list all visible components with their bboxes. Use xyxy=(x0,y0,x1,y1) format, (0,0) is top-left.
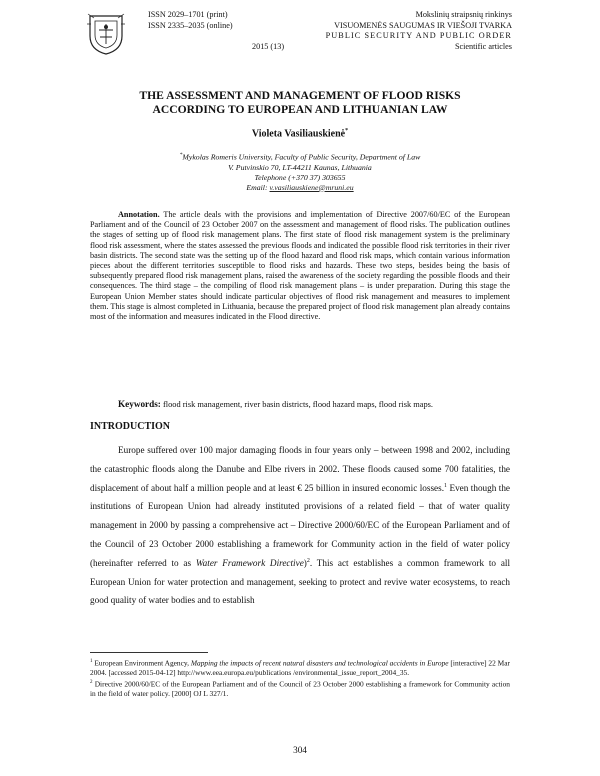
author-mark: * xyxy=(345,128,349,134)
section-heading-introduction: INTRODUCTION xyxy=(90,421,171,432)
affiliation: Mykolas Romeris University, Faculty of Public Security, Department of Law xyxy=(182,152,421,162)
address: V. Putvinskio 70, LT-44211 Kaunas, Lithuania xyxy=(228,162,372,172)
introduction-paragraph xyxy=(90,441,510,610)
footnotes xyxy=(90,657,510,698)
footnote-1-italic: Mapping the impacts of recent natural disasters and technological accidents in Europe xyxy=(190,658,449,668)
journal-name-lt: VISUOMENĖS SAUGUMAS IR VIEŠOJI TVARKA xyxy=(334,20,512,30)
footnote-ref-1[interactable]: 1 xyxy=(444,482,447,489)
intro-italic-term: Water Framework Directive xyxy=(195,557,304,568)
keywords-text: flood risk management, river basin districts, flood hazard maps, flood risk maps. xyxy=(160,400,434,409)
title-line-1: THE ASSESSMENT AND MANAGEMENT OF FLOOD RISKS xyxy=(139,89,461,102)
email-link[interactable]: v.vasiliauskiene@mruni.eu xyxy=(269,182,354,192)
footnote-1-text-a: European Environment Agency, xyxy=(92,658,191,668)
abstract-text: The article deals with the provisions and implementation of Directive 2007/60/EC of the European Parliament and of the Council of 23 October 2007 on the assessment and management of flood risks. The publication outlines the stages of setting up of flood risk management plans. The first state of flood risk management system is the preliminary flood risk assessment, where the states assessed the previous floods and indicated the possible flood risk territories in their river basin districts. The second state was the setting up of the flood hazard and flood risk maps, which contain various information pieces about the different territories susceptible to flood risks and hazards. These two steps, besides being the basis of subsequently prepared flood risk management plans, raised the awareness of the society regarding the possible floods and their consequences. The third stage – the compiling of flood risk management plans – is under preparation. During this stage the European Union Member states should indicate particular objectives of flood risk management and measures to implement them. This stage is almost completed in Lithuania, because the prepared project of flood risk management plan already contains most of the information and measures indicated in the Flood directive. xyxy=(90,210,510,322)
intro-part-1: Europe suffered over 100 major damaging floods in four years only – between 1998 and 2002, including the catastrophic floods along the Danube and Elbe rivers in 2002. These floods caused some 700 fatalities, the displacement of about half a million people and at least € 25 billion in insured economic losses. xyxy=(90,445,510,493)
university-logo-icon xyxy=(86,12,126,56)
keywords xyxy=(118,399,510,409)
author-text: Violeta Vasiliauskienė xyxy=(251,128,346,140)
issn-online: ISSN 2335–2035 (online) xyxy=(148,20,233,30)
journal-section: Scientific articles xyxy=(454,41,512,51)
footnote-1 xyxy=(90,657,510,678)
intro-part-3: ) xyxy=(303,557,307,568)
telephone: Telephone (+370 37) 303655 xyxy=(254,172,346,182)
email-label: Email: xyxy=(246,182,270,192)
affiliation-mark: * xyxy=(179,152,183,158)
page-number: 304 xyxy=(293,745,307,755)
abstract xyxy=(90,210,510,322)
journal-block xyxy=(252,10,512,52)
footnote-divider xyxy=(90,652,208,653)
footnote-1-text-b: [interactive] 22 Mar 2004. [accessed 2015-04-12] http://www.eea.europa.eu/publications /environmental_issue_report_2004_35. xyxy=(90,658,510,678)
footnote-1-mark: 1 xyxy=(90,659,93,664)
journal-series: Mokslinių straipsnių rinkinys xyxy=(415,10,512,19)
abstract-label: Annotation. xyxy=(118,210,160,219)
footnote-2-mark: 2 xyxy=(90,679,93,685)
issn-block xyxy=(148,10,233,31)
author-name xyxy=(60,128,540,139)
issn-print: ISSN 2029–1701 (print) xyxy=(148,10,228,19)
intro-part-4: . This act establishes a common framework to all European Union for water protection and management, seeking to protect and revive water ecosystems, to reach good quality of water bodies and to establish xyxy=(90,557,510,606)
journal-name-en: PUBLIC SECURITY AND PUBLIC ORDER xyxy=(325,31,512,40)
affiliation-block xyxy=(60,150,540,193)
intro-part-2: Even though the institutions of European Union had already instituted provisions of a related field – that of water quality management in 2000 by passing a comprehensive act – Directive 2000/60/EC of the European Parliament and of the Council of 23 October 2000 establishing a framework for Community action in the field of water policy (hereinafter referred to as xyxy=(90,482,511,568)
journal-issue: 2015 (13) xyxy=(252,41,285,51)
title-line-2: ACCORDING TO EUROPEAN AND LITHUANIAN LAW xyxy=(152,102,448,116)
article-title xyxy=(60,89,540,116)
footnote-2-text-a: Directive 2000/60/EC of the European Parliament and of the Council of 23 October 2000 establishing a framework for Community action in the field of water policy. [2000] OJ L 327/1. xyxy=(90,679,510,698)
footnote-2 xyxy=(90,678,510,699)
keywords-label: Keywords: xyxy=(118,399,161,409)
footnote-ref-2[interactable]: 2 xyxy=(306,557,310,564)
